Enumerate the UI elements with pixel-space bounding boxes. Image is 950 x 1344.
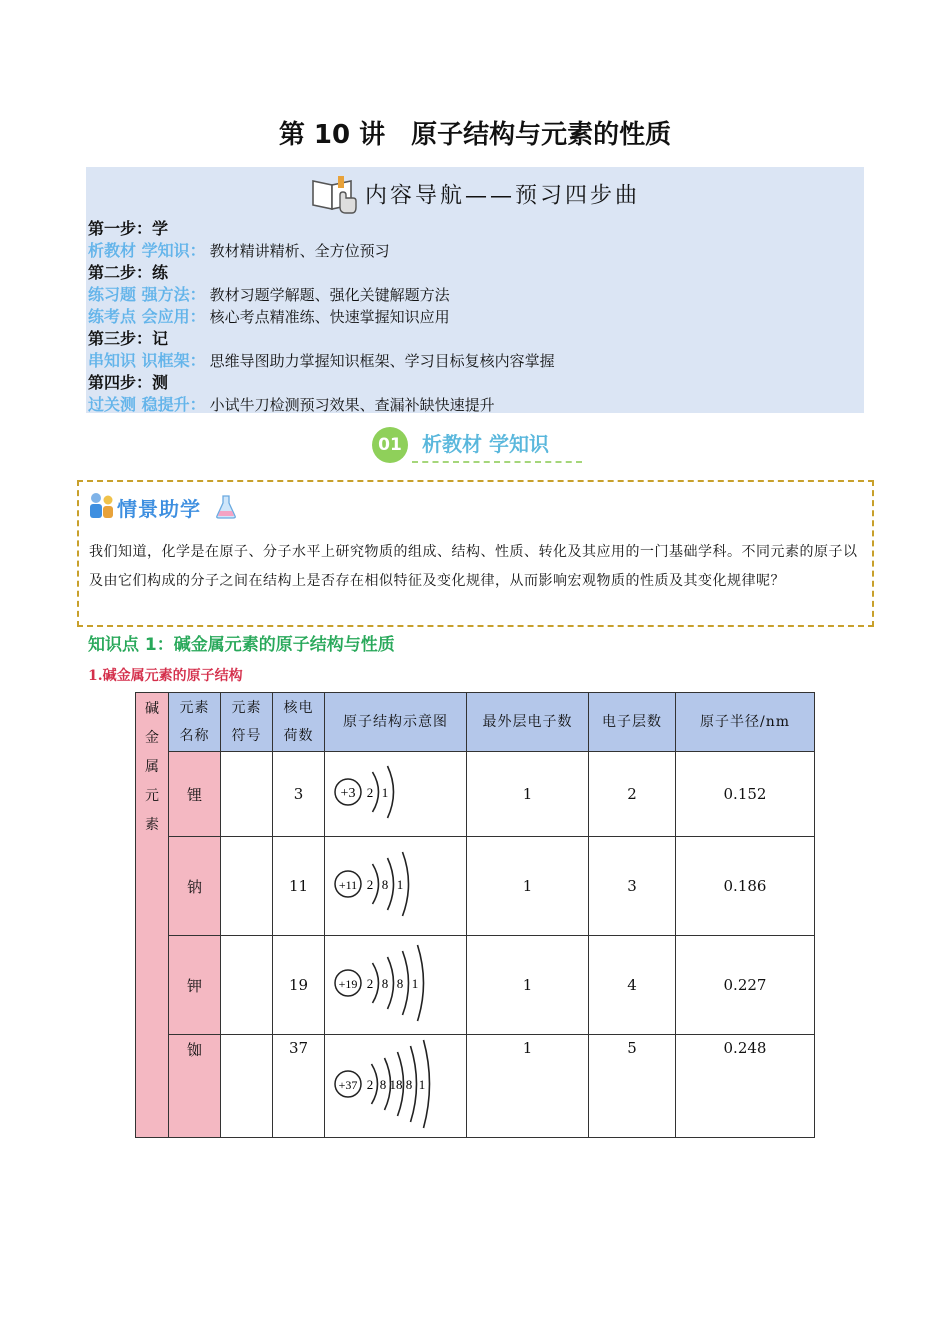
atom-structure-diagram <box>325 1035 467 1138</box>
header-element-name: 元素 名称 <box>169 693 221 752</box>
nav-item-label: 练考点 会应用： <box>88 307 206 326</box>
scene-paragraph: 我们知道，化学是在原子、分子水平上研究物质的组成、结构、性质、转化及其应用的一门基础学科。不同元素的原子以及由它们构成的分子之间在结构上是否存在相似特征及变化规律，从而影响宏观物质的性质及其变化规律呢？ <box>89 544 858 589</box>
nucleus-label: +19 <box>338 977 357 991</box>
nav-item-text: 思维导图助力掌握知识框架、学习目标复核内容掌握 <box>209 352 555 370</box>
nuclear-charge: 3 <box>273 752 325 837</box>
electron-layers: 3 <box>589 837 676 936</box>
lecture-number: 第 10 讲 <box>278 120 386 150</box>
electron-shell-arc <box>372 772 378 812</box>
section-number: 01 <box>372 427 408 463</box>
element-name: 锂 <box>169 752 221 837</box>
element-symbol <box>221 936 273 1035</box>
electron-shell-arc <box>372 963 378 1003</box>
atomic-radius: 0.227 <box>676 936 815 1035</box>
electron-shell-arc <box>402 951 408 1015</box>
nav-step-title: 第一步：学 <box>88 219 169 238</box>
shell-electron-count: 2 <box>366 976 373 991</box>
shell-electron-count: 2 <box>366 1077 373 1092</box>
nav-item-text: 教材习题学解题、强化关键解题方法 <box>209 286 450 304</box>
flask-icon <box>215 494 237 520</box>
header-nuclear-charge: 核电 荷数 <box>273 693 325 752</box>
nav-item-label: 串知识 识框架： <box>88 351 206 370</box>
shell-electron-count: 8 <box>381 877 388 892</box>
atom-structure-diagram <box>325 752 467 837</box>
header-element-symbol: 元素 符号 <box>221 693 273 752</box>
element-symbol <box>221 1035 273 1138</box>
scene-tag-text: 情景助学 <box>117 497 201 521</box>
element-symbol <box>221 752 273 837</box>
header-structure-diagram: 原子结构示意图 <box>325 693 467 752</box>
nuclear-charge: 37 <box>273 1035 325 1138</box>
electron-shell-arc <box>402 852 408 916</box>
nucleus-label: +11 <box>338 878 357 892</box>
group-label-cell: 碱 金 属 元 素 <box>136 693 169 1138</box>
electron-layers: 2 <box>589 752 676 837</box>
shell-electron-count: 18 <box>389 1077 402 1092</box>
header-atomic-radius: 原子半径/nm <box>676 693 815 752</box>
nav-step-item <box>88 240 555 262</box>
shell-electron-count: 2 <box>366 785 373 800</box>
nav-item-label: 练习题 强方法： <box>88 285 206 304</box>
outer-electrons: 1 <box>467 936 589 1035</box>
content-navigation <box>86 167 864 413</box>
atomic-radius: 0.248 <box>676 1035 815 1138</box>
nav-item-text: 小试牛刀检测预习效果、查漏补缺快速提升 <box>209 396 495 414</box>
knowledge-point-heading: 知识点 1：碱金属元素的原子结构与性质 <box>88 635 395 655</box>
nav-item-text: 教材精讲精析、全方位预习 <box>209 242 390 260</box>
nucleus-label: +37 <box>338 1078 357 1092</box>
alkali-metal-table <box>135 692 815 1138</box>
shell-electron-count: 1 <box>411 976 418 991</box>
electron-shell-arc <box>417 945 423 1021</box>
table-row <box>136 936 815 1035</box>
atom-structure-diagram <box>325 837 467 936</box>
students-icon <box>87 490 117 522</box>
subsection-heading: 1.碱金属元素的原子结构 <box>88 668 243 684</box>
shell-electron-count: 8 <box>396 976 403 991</box>
shell-electron-count: 8 <box>379 1077 386 1092</box>
shell-electron-count: 2 <box>366 877 373 892</box>
section-label: 析教材 学知识 <box>422 432 549 456</box>
shell-electron-count: 1 <box>418 1077 425 1092</box>
outer-electrons: 1 <box>467 837 589 936</box>
nav-step-title: 第二步：练 <box>88 263 169 282</box>
shell-electron-count: 1 <box>381 785 388 800</box>
table-row <box>136 837 815 936</box>
table-row <box>136 752 815 837</box>
nav-item-text: 核心考点精准练、快速掌握知识应用 <box>209 308 450 326</box>
nav-item-label: 析教材 学知识： <box>88 241 206 260</box>
atomic-radius: 0.186 <box>676 837 815 936</box>
book-pointer-icon <box>310 173 360 215</box>
shell-electron-count: 1 <box>396 877 403 892</box>
nav-steps <box>88 218 555 416</box>
nuclear-charge: 19 <box>273 936 325 1035</box>
header-outer-electrons: 最外层电子数 <box>467 693 589 752</box>
element-symbol <box>221 837 273 936</box>
outer-electrons: 1 <box>467 752 589 837</box>
section-underline <box>412 461 582 463</box>
nav-step-item <box>88 350 555 372</box>
table-header-row <box>136 693 815 752</box>
electron-shell-arc <box>387 858 393 910</box>
nuclear-charge: 11 <box>273 837 325 936</box>
nav-step-item <box>88 284 555 306</box>
nav-step-title: 第三步：记 <box>88 329 169 348</box>
nav-header <box>86 173 864 213</box>
electron-shell-arc <box>387 957 393 1009</box>
atomic-radius: 0.152 <box>676 752 815 837</box>
header-electron-layers: 电子层数 <box>589 693 676 752</box>
lecture-topic: 原子结构与元素的性质 <box>411 120 672 150</box>
atom-structure-diagram <box>325 936 467 1035</box>
scene-box <box>77 480 874 627</box>
electron-shell-arc <box>387 766 393 818</box>
electron-layers: 4 <box>589 936 676 1035</box>
page-title <box>0 114 950 151</box>
element-name: 铷 <box>169 1035 221 1138</box>
outer-electrons: 1 <box>467 1035 589 1138</box>
nav-step-item <box>88 306 555 328</box>
table-row <box>136 1035 815 1138</box>
shell-electron-count: 8 <box>405 1077 412 1092</box>
nucleus-label: +3 <box>340 786 355 801</box>
electron-layers: 5 <box>589 1035 676 1138</box>
shell-electron-count: 8 <box>381 976 388 991</box>
element-name: 钠 <box>169 837 221 936</box>
nav-step-item <box>88 394 555 416</box>
element-name: 钾 <box>169 936 221 1035</box>
electron-shell-arc <box>372 864 378 904</box>
nav-step-title: 第四步：测 <box>88 373 169 392</box>
nav-header-text: 内容导航——预习四步曲 <box>365 183 641 209</box>
nav-item-label: 过关测 稳提升： <box>88 395 206 414</box>
